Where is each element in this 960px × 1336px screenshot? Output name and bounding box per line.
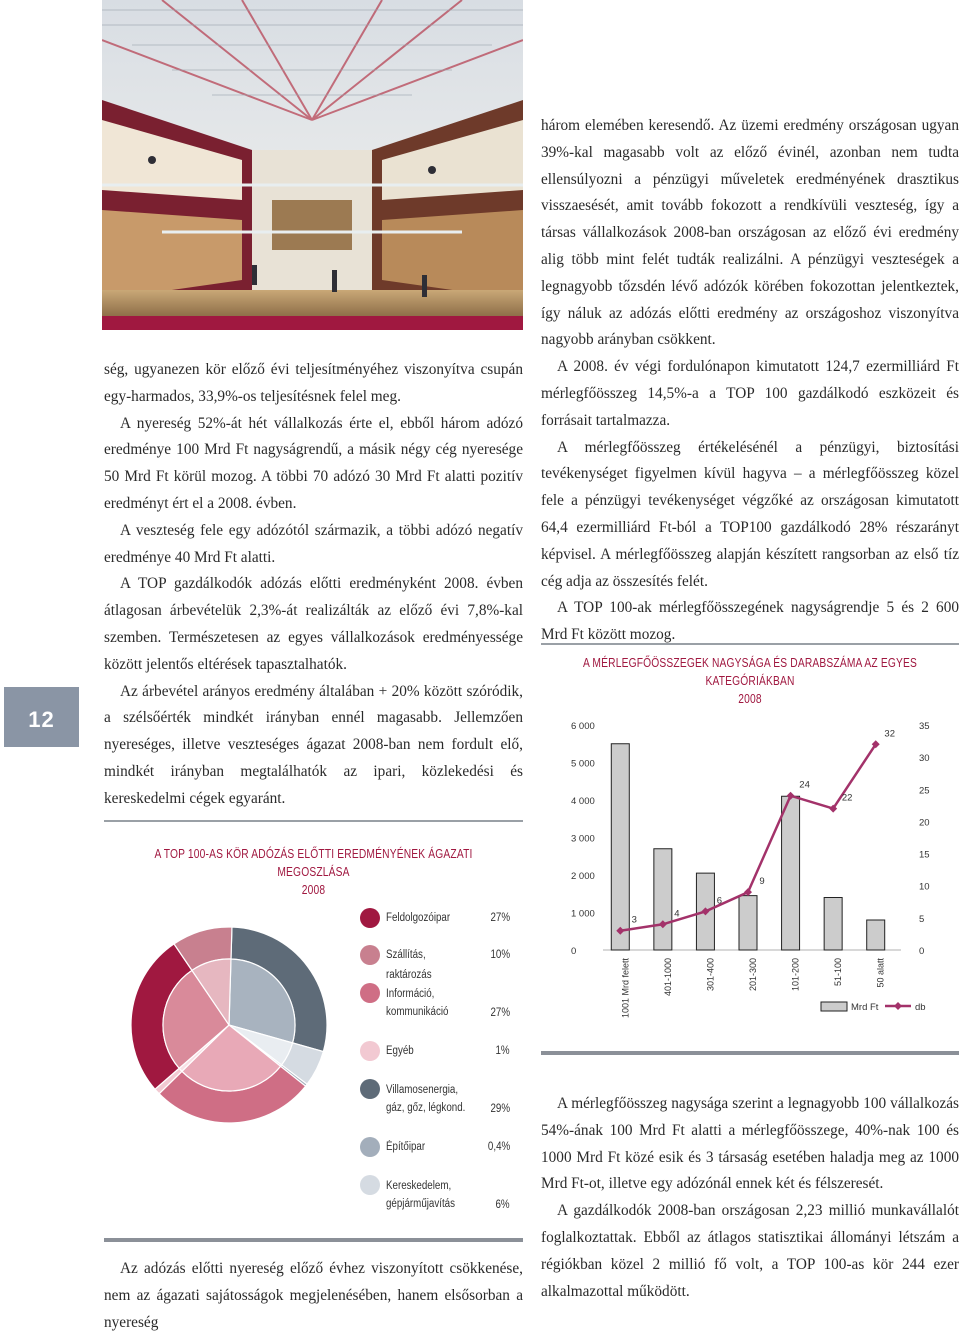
left-axis-tick-label: 6 000 (571, 721, 595, 732)
category-label: 50 alatt (875, 958, 886, 988)
photo-accent-bar (102, 316, 523, 330)
legend-value: 10% (490, 949, 510, 961)
paragraph: A TOP 100-ak mérlegfőösszegének nagyságrendje 5 és 2 600 Mrd Ft között mozog. (541, 599, 959, 644)
right-chart-top-rule (541, 643, 959, 645)
line-data-label: 9 (759, 876, 765, 888)
legend-label: Építőipar (386, 1141, 426, 1153)
bar (867, 920, 885, 950)
right-chart-bottom-rule (541, 1051, 959, 1055)
legend-label: Szállítás, raktározás (386, 949, 432, 981)
legend-bar-swatch (821, 1002, 847, 1011)
legend-value: 29% (490, 1103, 510, 1115)
pie-legend (360, 905, 510, 1225)
paragraph: A nyereség 52%-át hét vállalkozás érte el, ebből három adózó eredménye 100 Mrd Ft nagyságrendű, a másik négy cég nyeresége 50 Mrd Ft körül mozog. A többi 70 adózó 30 Mrd Ft alatti pozitív eredményt ért el a 2008. évben. (104, 414, 523, 512)
right-axis-tick-label: 35 (919, 721, 930, 732)
left-axis-tick-label: 0 (571, 946, 577, 957)
paragraph: Az adózás előtti nyereség előző évhez viszonyított csökkenése, nem az ágazati sajátosságok megjelenésében, hanem elsősorban a nyereség (104, 1260, 523, 1331)
paragraph: Az árbevétel arányos eredmény általában + 20% között szóródik, a szélsőérték mindkét irányban ennél magasabb. Jellemzően nyereséges, illetve veszteséges ágazat 2008-ban nem fordult elő, mindkét irányban megtalálhatók az ipari, közlekedési és kereskedelmi cégek egyaránt. (104, 682, 523, 807)
pie-chart-title (142, 845, 486, 899)
legend-value: 27% (490, 912, 510, 924)
left-chart-bottom-rule (104, 1238, 523, 1242)
paragraph: A mérlegfőösszeg nagysága szerint a legnagyobb 100 vállalkozás 54%-ának 100 Mrd Ft alatti a mérlegfőösszege, 40%-nak 100 és 1000 Mrd Ft közé esik és 3 társaság esetében haladja meg az 1000 Mrd Ft-ot, illetve egy adózónál ennek két és félszeresét. (541, 1095, 959, 1193)
category-label: 1001 Mrd felett (620, 958, 631, 1019)
left-axis-tick-label: 5 000 (571, 758, 595, 770)
category-label: 101-200 (790, 958, 801, 992)
legend-value: 1% (495, 1045, 510, 1057)
left-text-column (104, 357, 523, 813)
right-bottom-text (541, 1091, 959, 1305)
right-axis-tick-label: 0 (919, 946, 925, 957)
legend-value: 27% (490, 1007, 510, 1019)
left-bottom-text (104, 1256, 523, 1336)
left-axis-tick-label: 2 000 (571, 871, 595, 882)
right-axis-tick-label: 5 (919, 913, 925, 925)
bar (654, 849, 672, 950)
legend-bar-label: Mrd Ft (851, 1002, 879, 1013)
pie-inner-ring (163, 959, 295, 1091)
bar-chart-title (579, 654, 922, 708)
legend-swatch (360, 1175, 380, 1195)
left-chart-top-rule (104, 820, 523, 822)
bar-line-chart (541, 705, 959, 1025)
page-number: 12 (28, 707, 55, 732)
legend-line-marker (894, 1002, 902, 1010)
legend-swatch (360, 1041, 380, 1061)
paragraph: A 2008. év végi fordulónapon kimutatott 124,7 ezermilliárd Ft mérlegfőösszeg 14,5%-a a TOP 100 gazdálkodó eszközeit és forrásait tartalmazza. (541, 358, 959, 429)
left-axis-tick-label: 1 000 (571, 908, 595, 920)
left-axis-tick-label: 4 000 (571, 796, 595, 807)
right-axis-tick-label: 10 (919, 881, 930, 893)
line-data-label: 4 (674, 908, 680, 920)
legend-swatch (360, 908, 380, 928)
pie-subtitle-text: 2008 (301, 883, 326, 897)
paragraph: A gazdálkodók 2008-ban országosan 2,23 millió munkavállalót foglalkoztattak. Ebből az átlagos statisztikai állományi létszám a régiókban közel 2 millió fő volt, a TOP 100-as kör 244 ezer alkalmazottal működött. (541, 1202, 959, 1300)
legend-swatch (360, 1079, 380, 1099)
right-axis-tick-label: 15 (919, 849, 930, 861)
legend-swatch (360, 1137, 380, 1157)
bar (782, 796, 800, 950)
right-text-column (541, 113, 959, 649)
line-data-label: 22 (841, 792, 853, 804)
legend-line-label: db (915, 1002, 926, 1013)
legend-swatch (360, 945, 380, 965)
shopping-mall-photo (102, 0, 523, 318)
bar-title-text: A MÉRLEGFŐÖSSZEGEK NAGYSÁGA ÉS DARABSZÁMA AZ EGYES KATEGÓRIÁKBAN (582, 656, 918, 688)
line-data-label: 32 (884, 728, 896, 740)
paragraph: A mérlegfőösszeg értékelésénél a pénzügyi, biztosítási tevékenységet figyelmen kívül hagyva – a mérlegfőösszeg közel fele a pénzügyi tevékenységet végzőké az országosan kimutatott 64,4 ezermilliárd Ft-ból a TOP100 gazdálkodó 28% részarányt képvisel. A mérlegfőösszeg alapján készített rangsorban az első tíz cég adja az összesítés felét. (541, 438, 959, 590)
category-label: 301-400 (705, 958, 716, 992)
line-data-label: 3 (631, 914, 637, 926)
bar (739, 896, 757, 950)
line-data-label: 24 (799, 779, 810, 791)
legend-value: 6% (495, 1199, 510, 1211)
legend-swatch (360, 983, 380, 1003)
legend-value: 0,4% (487, 1141, 510, 1153)
category-label: 401-1000 (662, 958, 673, 997)
pie-title-text: A TOP 100-AS KÖR ADÓZÁS ELŐTTI EREDMÉNYÉNEK ÁGAZATI MEGOSZLÁSA (154, 847, 473, 879)
left-axis-tick-label: 3 000 (571, 833, 595, 845)
line-data-label: 6 (716, 895, 723, 907)
category-label: 201-300 (748, 958, 758, 992)
paragraph: három elemében keresendő. Az üzemi eredmény országosan ugyan 39%-kal magasabb volt az előző évinél, azonban nem tudta ellensúlyozni a pénzügyi műveletek eredményének drasztikus visszaesését, amit tovább fokozott a rendkívüli veszteség, így a társas vállalkozások 2008-ban országosan az előző évi eredmény alig több mint felét tudták realizálni. A pénzügyi veszteségek a legnagyobb tőzsdén lévő adózók körében fokozottan jelentkeztek, így náluk az adózás előtti eredmény az országoshoz viszonyítva nagyobb arányban csökkent. (541, 117, 959, 349)
page-number-tab (4, 687, 79, 747)
legend-label: Villamosenergia, gáz, gőz, légkond. (386, 1084, 466, 1114)
right-axis-tick-label: 30 (919, 753, 930, 765)
bar (611, 744, 629, 950)
paragraph: A veszteség fele egy adózótól származik, a többi adózó negatív eredménye 40 Mrd Ft alatti. (104, 521, 523, 566)
bar-subtitle-text: 2008 (738, 692, 762, 706)
paragraph: A TOP gazdálkodók adózás előtti eredményként 2008. évben átlagosan árbevételük 2,3%-át realizálták az előző évi 7,8%-kal szemben. Természetesen az egyes vállalkozások eredményessége között jelentős eltérések tapasztalhatók. (104, 575, 523, 673)
line-point (744, 888, 752, 896)
paragraph: ség, ugyanezen kör előző évi teljesítményéhez viszonyítva csupán egy-harmados, 33,9%-os teljesítésnek felel meg. (104, 361, 523, 405)
pie-chart (104, 925, 354, 1125)
category-label: 51-100 (833, 958, 844, 987)
bar (824, 898, 842, 951)
right-axis-tick-label: 25 (919, 785, 930, 797)
right-axis-tick-label: 20 (919, 817, 930, 829)
legend-label: Feldolgozóipar (386, 912, 451, 924)
legend-label: Egyéb (386, 1045, 414, 1057)
legend-label: Információ, kommunikáció (386, 988, 449, 1018)
legend-label: Kereskedelem, gépjárműjavítás (386, 1180, 456, 1210)
